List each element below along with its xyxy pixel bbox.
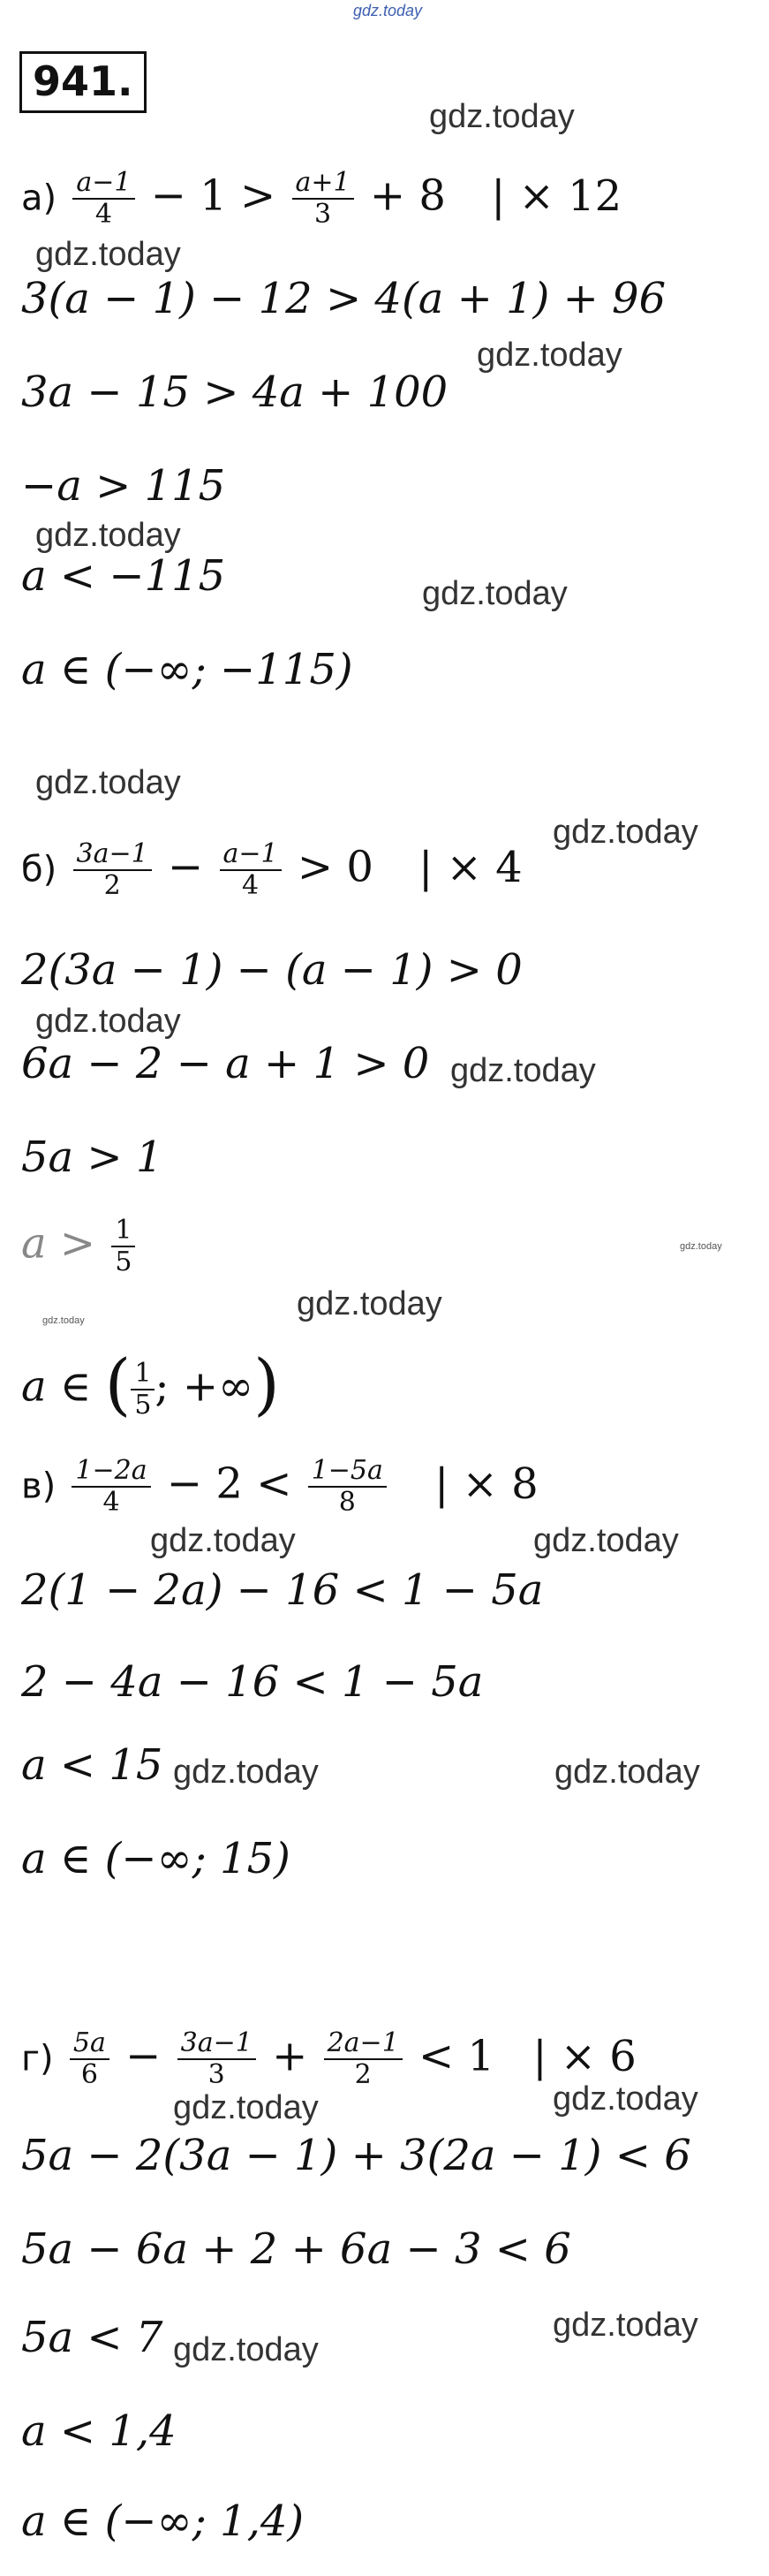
part-a-label: а) <box>21 178 57 219</box>
watermark: gdz.today <box>35 517 181 554</box>
problem-number: 941. <box>19 51 147 113</box>
part-b-fraction-2: $\frac{a-1}{4}$ <box>220 839 282 901</box>
watermark: gdz.today <box>297 1285 442 1322</box>
part-b-fraction-1: $\frac{3a-1}{2}$ <box>73 839 152 901</box>
part-a-equation: а) $\frac{a-1}{4}$ − 1 > $\frac{a+1}{3}$ + 8 | × 12 <box>21 167 622 230</box>
part-v-fraction-1: $\frac{1-2a}{4}$ <box>72 1456 150 1518</box>
part-g-fraction-3: $\frac{2a-1}{2}$ <box>324 2028 403 2090</box>
part-g-fraction-1: $\frac{5a}{6}$ <box>70 2028 109 2090</box>
watermark: gdz.today <box>553 2307 698 2344</box>
watermark: gdz.today <box>450 1052 596 1089</box>
part-g-equation: г) $\frac{5a}{6}$ − $\frac{3a-1}{3}$ + $\frac{2a-1}{2}$ < 1 | × 6 <box>21 2027 637 2090</box>
part-a-answer: a ∈ (−∞; −115) <box>21 645 353 694</box>
part-a-fraction-1: $\frac{a-1}{4}$ <box>72 168 134 230</box>
part-a-line-4: a < −115 <box>21 551 226 601</box>
part-g-line-4: a < 1,4 <box>21 2406 177 2456</box>
part-v-fraction-2: $\frac{1-5a}{8}$ <box>308 1456 387 1518</box>
part-g-fraction-2: $\frac{3a-1}{3}$ <box>177 2028 256 2090</box>
part-b-answer: a ∈ ( $\frac{1}{5}$ ; +∞) <box>21 1345 280 1423</box>
part-b-line-4-fraction: $\frac{1}{5}$ <box>111 1216 135 1277</box>
part-v-line-1: 2(1 − 2a) − 16 < 1 − 5a <box>21 1565 544 1615</box>
part-b-line-2: 6a − 2 − a + 1 > 0 <box>21 1039 430 1088</box>
watermark: gdz.today <box>150 1522 296 1559</box>
part-g-answer: a ∈ (−∞; 1,4) <box>21 2496 305 2546</box>
watermark: gdz.today <box>35 764 181 801</box>
watermark: gdz.today <box>553 814 698 851</box>
watermark: gdz.today <box>422 575 568 612</box>
part-g-line-3: 5a < 7 <box>21 2313 163 2362</box>
part-b-multiplier: | × 4 <box>418 842 523 892</box>
part-a-line-2: 3a − 15 > 4a + 100 <box>21 367 449 417</box>
part-b-equation: б) $\frac{3a-1}{2}$ − $\frac{a-1}{4}$ > 0 | × 4 <box>21 838 523 901</box>
watermark: gdz.today <box>35 1003 181 1040</box>
part-b-label: б) <box>21 849 57 890</box>
watermark: gdz.today <box>477 337 622 374</box>
part-v-label: в) <box>21 1466 57 1507</box>
part-a-line-1: 3(a − 1) − 12 > 4(a + 1) + 96 <box>21 274 667 323</box>
part-a-multiplier: | × 12 <box>491 170 622 221</box>
watermark-top: gdz.today <box>353 2 423 19</box>
watermark: gdz.today <box>173 2089 319 2126</box>
part-g-multiplier: | × 6 <box>532 2031 637 2081</box>
watermark: gdz.today <box>35 236 181 273</box>
part-v-multiplier: | × 8 <box>434 1458 539 1509</box>
part-v-line-3: a < 15 <box>21 1740 163 1790</box>
part-b-line-3: 5a > 1 <box>21 1133 163 1182</box>
watermark-tiny: gdz.today <box>680 1241 722 1252</box>
watermark: gdz.today <box>554 1754 700 1791</box>
watermark: gdz.today <box>173 2331 319 2368</box>
watermark-tiny: gdz.today <box>42 1315 85 1326</box>
part-b-line-4: a > $\frac{1}{5}$ <box>21 1216 138 1277</box>
part-a-fraction-2: $\frac{a+1}{3}$ <box>292 168 354 230</box>
part-b-answer-fraction: $\frac{1}{5}$ <box>131 1359 155 1421</box>
part-g-label: г) <box>21 2038 54 2080</box>
part-g-line-2: 5a − 6a + 2 + 6a − 3 < 6 <box>21 2224 571 2274</box>
watermark: gdz.today <box>429 98 575 135</box>
part-v-answer: a ∈ (−∞; 15) <box>21 1834 290 1883</box>
part-v-line-2: 2 − 4a − 16 < 1 − 5a <box>21 1657 484 1707</box>
watermark: gdz.today <box>173 1754 319 1791</box>
part-g-line-1: 5a − 2(3a − 1) + 3(2a − 1) < 6 <box>21 2131 691 2180</box>
part-a-line-3: −a > 115 <box>21 461 226 511</box>
watermark: gdz.today <box>533 1522 679 1559</box>
part-b-line-1: 2(3a − 1) − (a − 1) > 0 <box>21 945 523 995</box>
part-v-equation: в) $\frac{1-2a}{4}$ − 2 < $\frac{1-5a}{8}$ | × 8 <box>21 1455 539 1518</box>
watermark: gdz.today <box>553 2080 698 2118</box>
